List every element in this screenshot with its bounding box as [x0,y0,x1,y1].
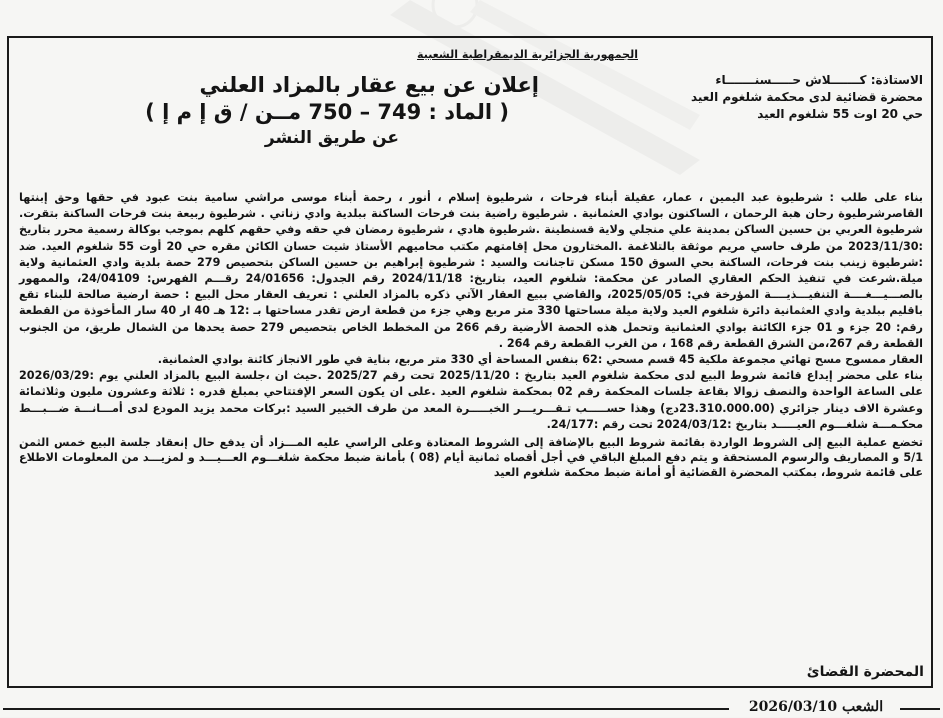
lawyer-name: الاستاذة: كـــــــلاش حـــــسنـــــــاء [715,73,923,87]
notice-header [19,72,923,190]
publication-footer [0,696,943,718]
body-paragraph-auction: بناء على محضر إيداع قائمة شروط البيع لدى محكمة شلغوم العيد بتاريخ : 2025/11/20 تحت رقم 2025/27 .حيث ان ،جلسة البيع بالمزاد العلني يوم :2026/03/29 على الساعة الواحدة والنصف زوالا بقاعة جلسات المحكمة رقم 02 بمحكمة شلغوم العيد .على ان يكون السعر الإفتتاحي بمبلغ قدره : ثلاثة وعشرون مليون وثلاثمائة وعشرة الاف دينار جزائري (23.310.000.00دج) وهذا حســـــب تـقـــريـــر الخبـــــرة المعد من طرف الخبير السيد :بركات محمد يزيد المودع لدى أمـــانـــة ضـــبـــط محكـمـــة شلغـــوم العيـــــد بتاريخ :2024/03/12 تحت رقم :24/177. [19,369,923,431]
newspaper-name: الشعب [841,699,884,715]
title-block [19,72,543,151]
publish-note: عن طريق النشر [264,128,399,148]
republic-heading: الجمهورية الجزائرية الديمقراطية الشعبية [417,48,638,61]
bailiff-block [543,72,923,123]
notice-body [19,190,923,433]
publication-date: 2026/03/10 [748,699,838,715]
signature-label: المحضرة القضائ [806,664,924,680]
footer-rule-right [900,708,940,710]
case-number: ( الماد : 749 – 750 مــن / ق إ م إ ) [145,100,509,124]
notice-frame [7,36,933,688]
notice-terms: تخضع عملية البيع إلى الشروط الواردة بقائمة شروط البيع بالإضافة إلى الشروط المعتادة وعلى الراسي عليه المـــزاد أن يدفع حال إنعقاد جلسة البيع خمس الثمن 5/1 و المصاريف والرسوم المستحقة و يتم دفع المبلغ الباقي في أجل أقصاه ثمانية أيام (08 ) بأمانة ضبط محكمة شلغـــوم العـــيـــد و لمزيـــد من المعلومات الاطلاع على قائمة شروط، بمكتب المحضرة القضائية أو أمانة ضبط محكمة شلغوم العيد [19,436,923,480]
footer-rule-left [3,708,729,710]
bailiff-office: محضرة قضائية لدى محكمة شلغوم العيد [690,90,923,104]
publication-stamp [736,697,896,718]
body-paragraph-survey: العقار ممسوح مسح تهائي مجموعة ملكية 45 قسم مسحي :62 بنفس المساحة أي 330 متر مربع، بناية في طور الانجاز كائنة بوادي العثمانية. [157,353,923,367]
notice-title: إعلان عن بيع عقار بالمزاد العلني [199,73,539,97]
notice-document [19,44,923,684]
body-paragraph-request: بناء على طلب : شرطيوة عبد اليمين ، عمار، عقيلة أبناء فرحات ، شرطيوة إسلام ، أنور ، رحمة أبناء موسى مراشي سامية بنت عبود في حقها وحق إبنتها القاصرشرطيوة رحان هبة الرحمان ، الساكنون بوادي العثمانية . شرطيوة راضية بنت فرحات الساكنة ببلدية وادي زناتي . شرطيوة ربيعة بنت فرحات الساكنة بتقرت. شرطيوة العربي بن حسين الساكن بمدينة علي منجلي ولاية قسنطينة .شرطيوة هادي ، شرطيوة رمضان في حقه وفي حقهم كلهم بموجب بوكالة رسمية محرر بتاريخ :2023/11/30 من طرف حاسي مريم موثقة بالتلاغمة .المختارون محل إقامتهم مكتب محاميهم الأستاذ شيت حسان الكائن مقره حي 20 أوت 55 شلغوم العيد. ضد :شرطيوة زينب بنت فرحات، الساكنة بحي السوق 150 مسكن تاجنانت والسيد : شرطيوة إبراهيم بن حسين الساكن بتحصيص 279 حصة بلدية وادي العثمانية ولاية ميلة.شرعت في تنفيذ الحكم العقاري الصادر عن محكمة: شلغوم العيد، بتاريخ: 2024/11/18 رقم الجدول: 24/01656 رقـــم الفهرس: 24/04109، والممهور بالصـــيـــغــــة التنفيـــذيــــة المؤرخة في: 2025/05/05، والقاضي ببيع العقار الآتي ذكره بالمزاد العلني : تعريف العقار محل البيع : حصة ارضية صالحة للبناء تقع باقليم ببلدية وادي العثمانية دائرة شلغوم العيد ولاية ميلة مساحتها 330 متر مربع وهي جزء من قطعة ارض تقدر مساحتها بـ :12 هـ 40 ار 40 سار المأخوذة من القطعة رقم: 20 جزء و 01 جزء الكائنة بوادي العثمانية وتحمل هذه الحصة الأرضية رقم 266 من المخطط الخاص بتحصيص 279 حصة يحدها من الشمال طريق، من الجنوب القطعة رقم 267،من الشرق القطعة رقم 168 ، من الغرب القطعة رقم 264 . [19,191,924,350]
bailiff-address: حي 20 اوت 55 شلغوم العيد [757,107,923,121]
